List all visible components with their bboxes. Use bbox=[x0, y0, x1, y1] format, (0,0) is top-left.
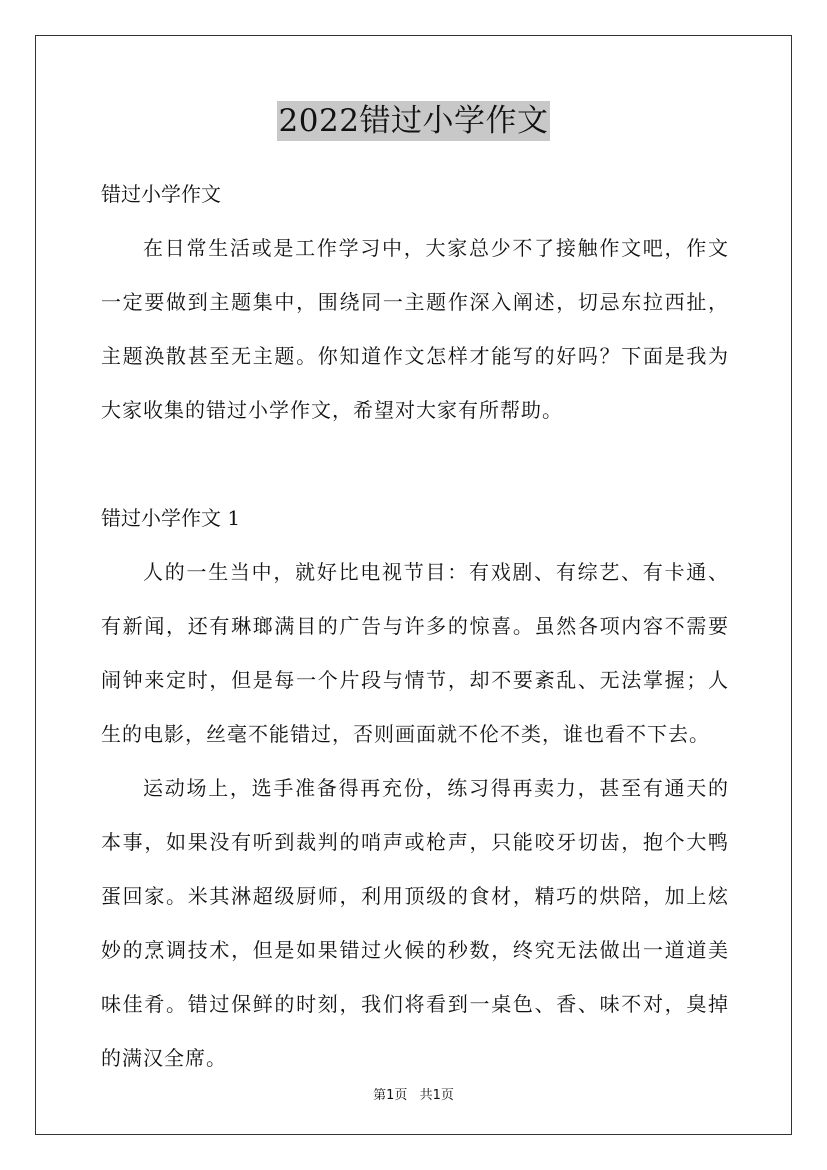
document-body bbox=[101, 167, 729, 1085]
intro-heading: 错过小学作文 bbox=[101, 182, 221, 206]
page-footer bbox=[0, 1084, 827, 1103]
intro-paragraph: 在日常生活或是工作学习中，大家总少不了接触作文吧，作文一定要做到主题集中，围绕同一主题作深入阐述，切忌东拉西扯，主题涣散甚至无主题。你知道作文怎样才能写的好吗？下面是我为大家收集的错过小学作文，希望对大家有所帮助。 bbox=[101, 236, 729, 422]
section-heading: 错过小学作文 1 bbox=[101, 506, 241, 530]
title-container bbox=[0, 101, 827, 141]
page-number-total: 共1页 bbox=[419, 1088, 454, 1103]
section-paragraph-2: 运动场上，选手准备得再充份，练习得再卖力，甚至有通天的本事，如果没有听到裁判的哨声或枪声，只能咬牙切齿，抱个大鸭蛋回家。米其淋超级厨师，利用顶级的食材，精巧的烘陪，加上炫妙的烹调技术，但是如果错过火候的秒数，终究无法做出一道道美味佳肴。错过保鲜的时刻，我们将看到一桌色、香、味不对，臭掉的满汉全席。 bbox=[101, 776, 729, 1070]
paragraph-gap bbox=[101, 437, 729, 491]
document-title: 2022错过小学作文 bbox=[278, 103, 549, 139]
section-paragraph-1: 人的一生当中，就好比电视节目：有戏剧、有综艺、有卡通、有新闻，还有琳瑯满目的广告与许多的惊喜。虽然各项内容不需要闹钟来定时，但是每一个片段与情节，却不要紊乱、无法掌握；人生的电影，丝毫不能错过，否则画面就不伦不类，谁也看不下去。 bbox=[101, 560, 729, 746]
page-number-current: 第1页 bbox=[373, 1088, 408, 1103]
